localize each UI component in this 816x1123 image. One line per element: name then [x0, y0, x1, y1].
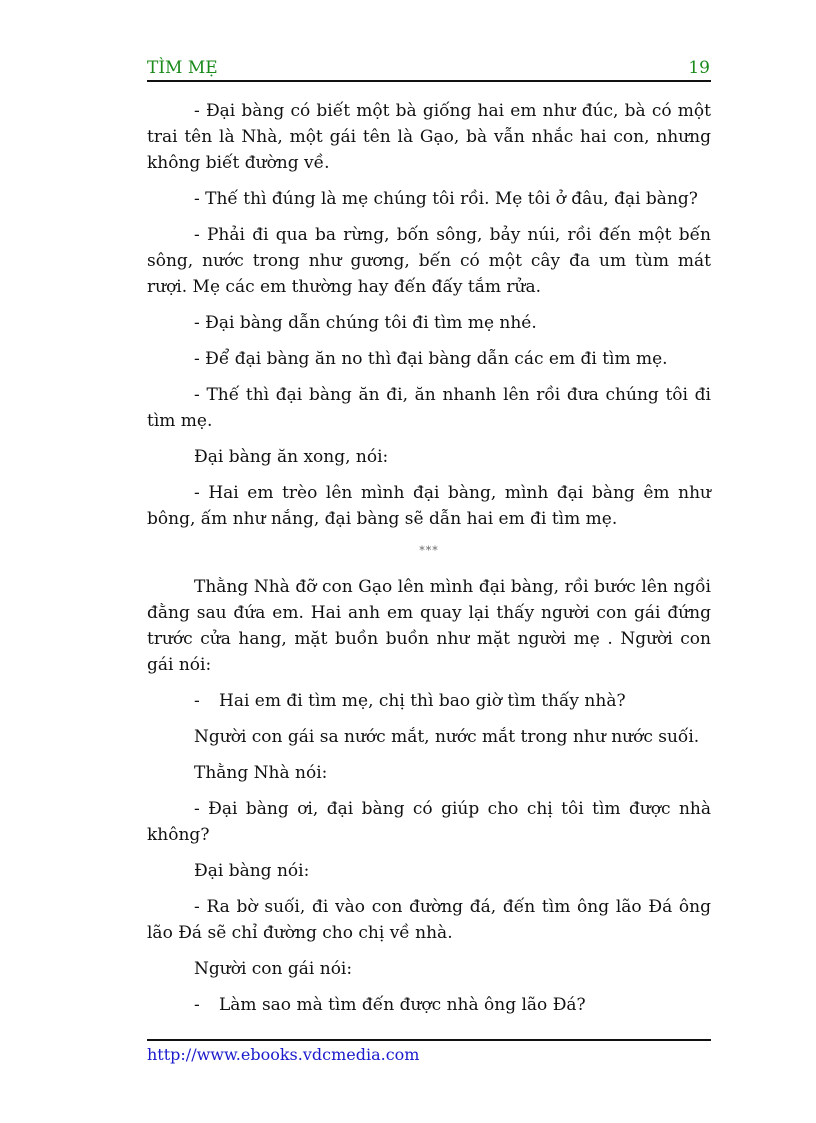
- dialogue-line: [147, 688, 711, 714]
- paragraph: Thằng Nhà đỡ con Gạo lên mình đại bàng, rồi bước lên ngồi đằng sau đứa em. Hai anh em quay lại thấy người con gái đứng trước cửa hang, mặt buồn buồn như mặt người mẹ . Người con gái nói:: [147, 577, 711, 675]
- dialogue-text: Làm sao mà tìm đến được nhà ông lão Đá?: [219, 995, 586, 1015]
- paragraph: Người con gái nói:: [194, 959, 353, 979]
- paragraph: - Thế thì đại bàng ăn đi, ăn nhanh lên rồi đưa chúng tôi đi tìm mẹ.: [147, 385, 711, 431]
- paragraph: - Thế thì đúng là mẹ chúng tôi rồi. Mẹ tôi ở đâu, đại bàng?: [194, 189, 698, 209]
- book-title: TÌM MẸ: [147, 58, 218, 78]
- paragraph: Thằng Nhà nói:: [194, 763, 328, 783]
- dialogue-text: Hai em đi tìm mẹ, chị thì bao giờ tìm thấy nhà?: [219, 691, 626, 711]
- paragraph: Đại bàng nói:: [194, 861, 310, 881]
- footer-url-link[interactable]: http://www.ebooks.vdcmedia.com: [147, 1045, 420, 1064]
- paragraph: - Đại bàng ơi, đại bàng có giúp cho chị tôi tìm được nhà không?: [147, 799, 711, 845]
- dash-marker: -: [194, 995, 200, 1015]
- story-body: [147, 98, 711, 1028]
- paragraph: - Ra bờ suối, đi vào con đường đá, đến tìm ông lão Đá ông lão Đá sẽ chỉ đường cho chị về nhà.: [147, 897, 711, 943]
- paragraph: - Đại bàng có biết một bà giống hai em như đúc, bà có một trai tên là Nhà, một gái tên là Gạo, bà vẫn nhắc hai con, nhưng không biết đường về.: [147, 101, 711, 173]
- paragraph: - Phải đi qua ba rừng, bốn sông, bảy núi, rồi đến một bến sông, nước trong như gương, bến có một cây đa um tùm mát rượi. Mẹ các em thường hay đến đấy tắm rửa.: [147, 225, 711, 297]
- paragraph: - Đại bàng dẫn chúng tôi đi tìm mẹ nhé.: [194, 313, 537, 333]
- paragraph: Đại bàng ăn xong, nói:: [194, 447, 389, 467]
- paragraph: - Hai em trèo lên mình đại bàng, mình đại bàng êm như bông, ấm như nắng, đại bàng sẽ dẫn hai em đi tìm mẹ.: [147, 483, 711, 529]
- dash-marker: -: [194, 691, 200, 711]
- paragraph: - Để đại bàng ăn no thì đại bàng dẫn các em đi tìm mẹ.: [194, 349, 668, 369]
- section-separator: ***: [419, 544, 439, 557]
- paragraph: Người con gái sa nước mắt, nước mắt trong như nước suối.: [194, 727, 700, 747]
- page-number: 19: [688, 58, 710, 78]
- dialogue-line: [147, 992, 711, 1018]
- header-divider: [147, 80, 711, 82]
- footer-divider: [147, 1039, 711, 1041]
- page-header: [147, 58, 710, 78]
